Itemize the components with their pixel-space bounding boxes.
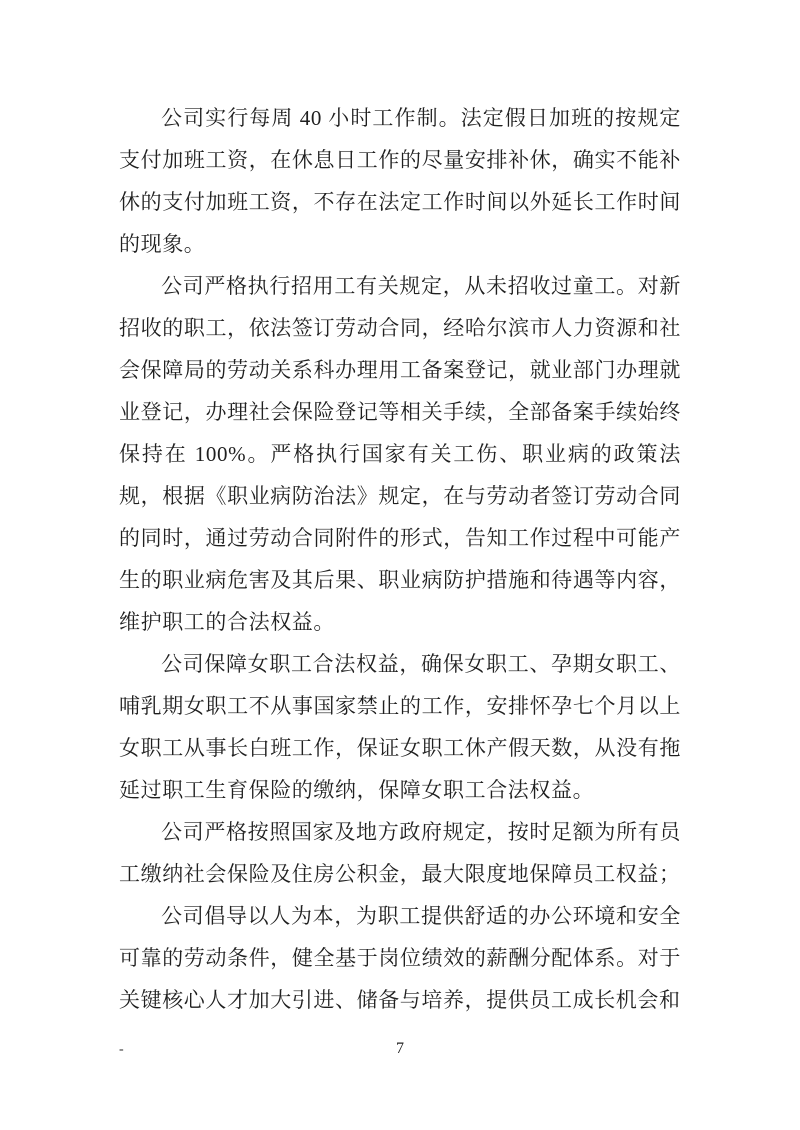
paragraph-work-hours: 公司实行每周 40 小时工作制。法定假日加班的按规定支付加班工资，在休息日工作的尽量安排补休，确实不能补休的支付加班工资，不存在法定工作时间以外延长工作时间的现象。 bbox=[119, 106, 681, 256]
page-number: 7 bbox=[396, 1040, 404, 1057]
paragraph-hiring-regulations: 公司严格执行招用工有关规定，从未招收过童工。对新招收的职工，依法签订劳动合同，经哈尔滨市人力资源和社会保障局的劳动关系科办理用工备案登记，就业部门办理就业登记，办理社会保险登记等相关手续，全部备案手续始终保持在 100%。严格执行国家有关工伤、职业病的政策法规，根据《职业病防治法》规定，在与劳动者签订劳动合同的同时，通过劳动合同附件的形式，告知工作过程中可能产生的职业病危害及其后果、职业病防护措施和待遇等内容，维护职工的合法权益。 bbox=[119, 274, 681, 634]
footer-left-mark: - bbox=[119, 1042, 124, 1057]
page-body-text bbox=[119, 97, 681, 1021]
paragraph-female-employee-rights: 公司保障女职工合法权益，确保女职工、孕期女职工、哺乳期女职工不从事国家禁止的工作，安排怀孕七个月以上女职工从事长白班工作，保证女职工休产假天数，从没有拖延过职工生育保险的缴纳，保障女职工合法权益。 bbox=[119, 652, 681, 802]
paragraph-people-oriented: 公司倡导以人为本，为职工提供舒适的办公环境和安全可靠的劳动条件，健全基于岗位绩效的薪酬分配体系。对于关键核心人才加大引进、储备与培养，提供员工成长机会和 bbox=[119, 904, 681, 1012]
paragraph-social-insurance: 公司严格按照国家及地方政府规定，按时足额为所有员工缴纳社会保险及住房公积金，最大限度地保障员工权益； bbox=[119, 820, 681, 886]
